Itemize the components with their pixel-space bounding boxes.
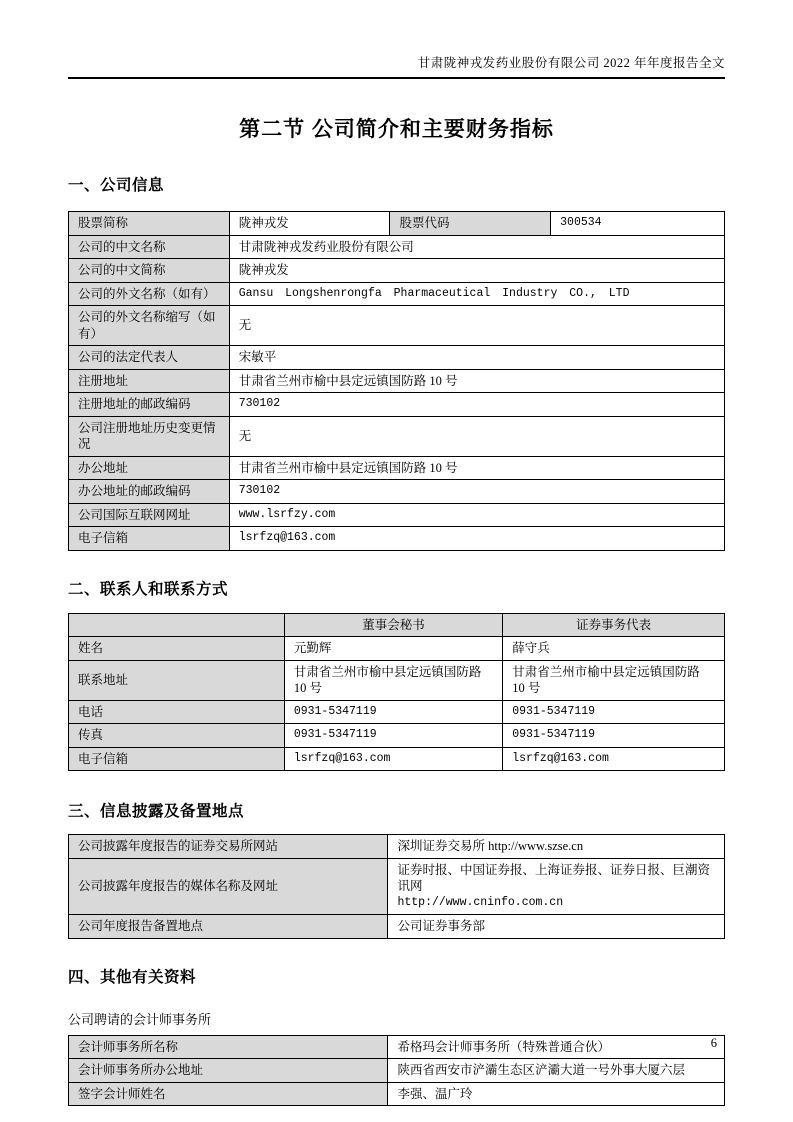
table-row xyxy=(69,282,725,306)
cell-value: 甘肃省兰州市榆中县定远镇国防路 10 号 xyxy=(284,660,502,700)
cell-value xyxy=(388,858,725,915)
cell-value: 陕西省西安市浐灞生态区浐灞大道一号外事大厦六层 xyxy=(388,1059,725,1083)
cell-value: 陇神戎发 xyxy=(229,259,724,283)
row-label: 公司的法定代表人 xyxy=(69,346,230,370)
media-names: 证券时报、中国证券报、上海证券报、证券日报、巨潮资讯网 xyxy=(397,862,710,893)
row-label: 签字会计师姓名 xyxy=(69,1082,388,1106)
cell-value: lsrfzq@163.com xyxy=(503,747,725,771)
table-row xyxy=(69,835,725,859)
table-row xyxy=(69,700,725,724)
table-row xyxy=(69,915,725,939)
table-row xyxy=(69,306,725,346)
page-number: 6 xyxy=(710,1036,717,1050)
row-label: 注册地址 xyxy=(69,369,230,393)
row-label: 公司披露年度报告的证券交易所网站 xyxy=(69,835,388,859)
cell-value: 730102 xyxy=(229,480,724,504)
row-label: 电话 xyxy=(69,700,285,724)
table-row xyxy=(69,747,725,771)
accounting-firm-note: 公司聘请的会计师事务所 xyxy=(68,1011,212,1027)
table-row xyxy=(69,259,725,283)
cell-value: 甘肃省兰州市榆中县定远镇国防路 10 号 xyxy=(229,456,724,480)
contacts-table xyxy=(68,613,725,772)
row-label: 公司披露年度报告的媒体名称及网址 xyxy=(69,858,388,915)
table-row xyxy=(69,480,725,504)
table-row xyxy=(69,393,725,417)
cell-value: 730102 xyxy=(229,393,724,417)
column-header-representative: 证券事务代表 xyxy=(503,613,725,637)
cell-value: lsrfzq@163.com xyxy=(229,527,724,551)
table-header-row xyxy=(69,613,725,637)
cell-value: 甘肃省兰州市榆中县定远镇国防路 10 号 xyxy=(229,369,724,393)
cell-value: 公司证券事务部 xyxy=(388,915,725,939)
row-label: 公司的外文名称缩写（如有） xyxy=(69,306,230,346)
cell-value: 深圳证券交易所 http://www.szse.cn xyxy=(388,835,725,859)
row-label: 股票代码 xyxy=(390,212,551,236)
row-label: 公司国际互联网网址 xyxy=(69,503,230,527)
cell-value: 无 xyxy=(229,416,724,456)
table-row xyxy=(69,637,725,661)
cell-value: 宋敏平 xyxy=(229,346,724,370)
cell-value: 甘肃省兰州市榆中县定远镇国防路 10 号 xyxy=(503,660,725,700)
cell-value: 0931-5347119 xyxy=(284,700,502,724)
heading-contacts: 二、联系人和联系方式 xyxy=(68,580,229,598)
page-content xyxy=(68,54,725,1106)
cell-value: Gansu Longshenrongfa Pharmaceutical Industry CO., LTD xyxy=(229,282,724,306)
table-row xyxy=(69,1082,725,1106)
row-label: 电子信箱 xyxy=(69,747,285,771)
row-label: 会计师事务所名称 xyxy=(69,1035,388,1059)
cell-value: www.lsrfzy.com xyxy=(229,503,724,527)
row-label: 电子信箱 xyxy=(69,527,230,551)
row-label: 公司年度报告备置地点 xyxy=(69,915,388,939)
cell-value: 李强、温广玲 xyxy=(388,1082,725,1106)
row-label: 公司的外文名称（如有） xyxy=(69,282,230,306)
row-label: 公司的中文简称 xyxy=(69,259,230,283)
section-title: 第二节 公司简介和主要财务指标 xyxy=(239,118,554,141)
row-label: 办公地址 xyxy=(69,456,230,480)
cell-value: lsrfzq@163.com xyxy=(284,747,502,771)
table-row xyxy=(69,858,725,915)
table-row xyxy=(69,1059,725,1083)
table-row xyxy=(69,369,725,393)
row-label: 传真 xyxy=(69,724,285,748)
row-label: 股票简称 xyxy=(69,212,230,236)
cell-value: 希格玛会计师事务所（特殊普通合伙） xyxy=(388,1035,725,1059)
table-row xyxy=(69,660,725,700)
row-label: 公司注册地址历史变更情况 xyxy=(69,416,230,456)
cell-value: 元勤辉 xyxy=(284,637,502,661)
heading-company-info: 一、公司信息 xyxy=(68,177,165,194)
cell-value: 薛守兵 xyxy=(503,637,725,661)
column-header-secretary: 董事会秘书 xyxy=(284,613,502,637)
media-url: http://www.cninfo.com.cn xyxy=(397,895,564,909)
table-row xyxy=(69,724,725,748)
table-row xyxy=(69,212,725,236)
running-header: 甘肃陇神戎发药业股份有限公司 2022 年年度报告全文 xyxy=(68,54,725,79)
cell-value: 0931-5347119 xyxy=(503,724,725,748)
corner-cell xyxy=(69,613,285,637)
table-row xyxy=(69,346,725,370)
row-label: 公司的中文名称 xyxy=(69,235,230,259)
cell-value: 0931-5347119 xyxy=(284,724,502,748)
row-label: 办公地址的邮政编码 xyxy=(69,480,230,504)
table-row xyxy=(69,1035,725,1059)
cell-value: 陇神戎发 xyxy=(229,212,390,236)
table-row xyxy=(69,235,725,259)
heading-other-info: 四、其他有关资料 xyxy=(68,968,197,986)
cell-value: 0931-5347119 xyxy=(503,700,725,724)
table-row xyxy=(69,503,725,527)
disclosure-table xyxy=(68,834,725,939)
cell-value: 甘肃陇神戎发药业股份有限公司 xyxy=(229,235,724,259)
heading-disclosure: 三、信息披露及备置地点 xyxy=(68,803,245,820)
table-row xyxy=(69,416,725,456)
table-row xyxy=(69,527,725,551)
cell-value: 300534 xyxy=(551,212,725,236)
row-label: 联系地址 xyxy=(69,660,285,700)
table-row xyxy=(69,456,725,480)
accounting-firm-table xyxy=(68,1035,725,1107)
cell-value: 无 xyxy=(229,306,724,346)
row-label: 姓名 xyxy=(69,637,285,661)
company-info-table xyxy=(68,211,725,551)
row-label: 会计师事务所办公地址 xyxy=(69,1059,388,1083)
row-label: 注册地址的邮政编码 xyxy=(69,393,230,417)
